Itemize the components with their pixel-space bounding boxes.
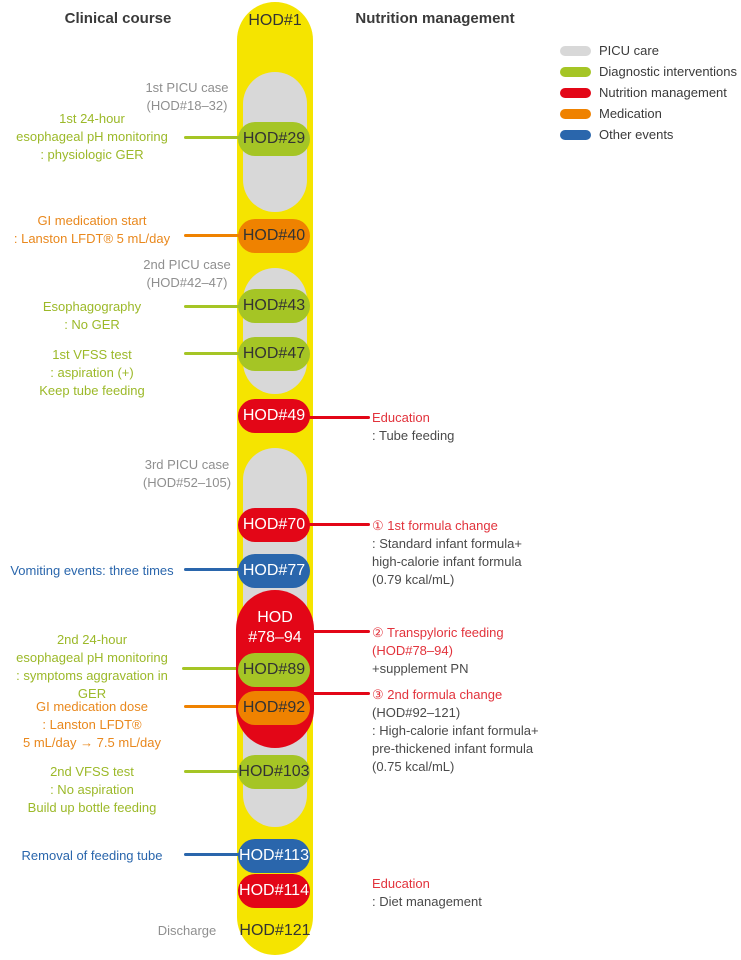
annotation-line: (0.75 kcal/mL) [372, 759, 455, 774]
annotation-title: Education [372, 410, 430, 425]
period-line: 1st PICU case [145, 80, 229, 95]
legend-label: Medication [599, 106, 662, 121]
annotation-line: high-calorie infant formula [372, 554, 522, 569]
annotation-line: : symptoms aggravation in GER [16, 668, 168, 701]
annotation-title: ① 1st formula change [372, 518, 498, 533]
connector-hod70 [308, 523, 370, 526]
annotation-line: : Lanston LFDT® [42, 717, 142, 732]
node-hod40: HOD#40 [238, 219, 310, 253]
annotation-2nd-formula-change [372, 686, 592, 776]
annotation-line: (0.79 kcal/mL) [372, 572, 455, 587]
legend-item-nutrition [560, 82, 737, 103]
annotation-line: 2nd VFSS test [50, 764, 134, 779]
legend-label: Other events [599, 127, 674, 142]
picu-period-2-bar [243, 268, 307, 394]
legend-label: Nutrition management [599, 85, 727, 100]
node-hod77: HOD#77 [238, 554, 310, 588]
node-hod89: HOD#89 [238, 653, 310, 687]
node-hod113: HOD#113 [238, 839, 310, 873]
annotation-line: : Standard infant formula+ [372, 536, 522, 551]
discharge-label: Discharge [157, 923, 217, 938]
annotation-line: : No aspiration [50, 782, 134, 797]
period-line: (HOD#42–47) [146, 275, 228, 290]
connector-hod89 [182, 667, 244, 670]
node-label [236, 608, 314, 648]
clinical-course-header: Clinical course [64, 10, 172, 27]
node-hod92: HOD#92 [238, 691, 310, 725]
annotation-education-diet-management [372, 875, 592, 911]
period-line: (HOD#52–105) [142, 475, 232, 490]
annotation-gi-medication-dose [3, 698, 181, 752]
node-hod49: HOD#49 [238, 399, 310, 433]
node-label-line2: #78–94 [248, 629, 302, 646]
node-hod47: HOD#47 [238, 337, 310, 371]
connector-hod113 [184, 853, 244, 856]
node-hod43: HOD#43 [238, 289, 310, 323]
period-line: (HOD#18–32) [146, 98, 228, 113]
annotation-line: 2nd 24-hour [56, 632, 128, 647]
annotation-line: 1st VFSS test [52, 347, 132, 362]
picu-care-swatch [560, 46, 591, 56]
annotation-title: Education [372, 876, 430, 891]
annotation-feeding-tube-removal [3, 847, 181, 865]
annotation-line: : Diet management [372, 894, 482, 909]
annotation-title: ② Transpyloric feeding [372, 625, 504, 640]
connector-hod77 [184, 568, 244, 571]
annotation-line: 1st 24-hour [59, 111, 125, 126]
period-line: 2nd PICU case [143, 257, 231, 272]
annotation-education-tube-feeding [372, 409, 592, 445]
connector-hod43 [184, 305, 244, 308]
nutrition-management-header: Nutrition management [355, 10, 515, 27]
node-label-line1: HOD [257, 609, 293, 626]
annotation-title: ③ 2nd formula change [372, 687, 503, 702]
annotation-line: : No GER [64, 317, 120, 332]
annotation-vfss-test-1 [3, 346, 181, 400]
node-hod1: HOD#1 [248, 12, 302, 29]
connector-hod40 [184, 234, 244, 237]
medication-swatch [560, 109, 591, 119]
annotation-line: esophageal pH monitoring [16, 650, 168, 665]
annotation-line: pre-thickened infant formula [372, 741, 534, 756]
annotation-ph-monitoring-1 [3, 110, 181, 164]
node-hod121: HOD#121 [239, 922, 311, 939]
annotation-line: esophageal pH monitoring [16, 129, 168, 144]
connector-hod47 [184, 352, 244, 355]
annotation-line: : Tube feeding [372, 428, 455, 443]
connector-hod103 [184, 770, 244, 773]
other-events-swatch [560, 130, 591, 140]
nutrition-swatch [560, 88, 591, 98]
annotation-line: Vomiting events: three times [10, 563, 174, 578]
node-hod70: HOD#70 [238, 508, 310, 542]
annotation-transpyloric-feeding [372, 624, 592, 678]
annotation-esophagography [3, 298, 181, 334]
node-hod29: HOD#29 [238, 122, 310, 156]
connector-hod78-94 [312, 630, 370, 633]
legend-item-picu-care [560, 40, 737, 61]
node-hod114: HOD#114 [238, 874, 310, 908]
connector-hod49 [308, 416, 370, 419]
node-hod103: HOD#103 [238, 755, 310, 789]
legend-item-other-events [560, 124, 737, 145]
annotation-line: : aspiration (+) [50, 365, 134, 380]
picu-period-2-label [127, 256, 247, 292]
period-line: 3rd PICU case [144, 457, 230, 472]
annotation-vfss-test-2 [3, 763, 181, 817]
legend-label: PICU care [599, 43, 659, 58]
connector-hod29 [184, 136, 244, 139]
annotation-line: : Lanston LFDT® 5 mL/day [13, 231, 171, 246]
connector-hod92-left [184, 705, 244, 708]
annotation-line: Build up bottle feeding [27, 800, 157, 815]
annotation-line: : High-calorie infant formula+ [372, 723, 539, 738]
connector-hod92-right [312, 692, 370, 695]
annotation-line: Esophagography [42, 299, 142, 314]
annotation-vomiting-events [3, 562, 181, 580]
annotation-line: (HOD#92–121) [372, 705, 461, 720]
legend-item-medication [560, 103, 737, 124]
legend-label: Diagnostic interventions [599, 64, 738, 79]
annotation-subtitle: (HOD#78–94) [372, 643, 453, 658]
annotation-line: 5 mL/day → 7.5 mL/day [22, 735, 161, 750]
annotation-1st-formula-change [372, 517, 592, 589]
annotation-line: : physiologic GER [40, 147, 144, 162]
annotation-line: Keep tube feeding [39, 383, 145, 398]
annotation-line: GI medication dose [35, 699, 148, 714]
annotation-gi-medication-start [3, 212, 181, 248]
annotation-ph-monitoring-2 [3, 631, 181, 703]
diagnostic-swatch [560, 67, 591, 77]
annotation-line: Removal of feeding tube [21, 848, 163, 863]
legend [560, 40, 737, 145]
legend-item-diagnostic [560, 61, 737, 82]
picu-period-3-label [127, 456, 247, 492]
annotation-line: GI medication start [37, 213, 147, 228]
annotation-line: +supplement PN [372, 661, 469, 676]
